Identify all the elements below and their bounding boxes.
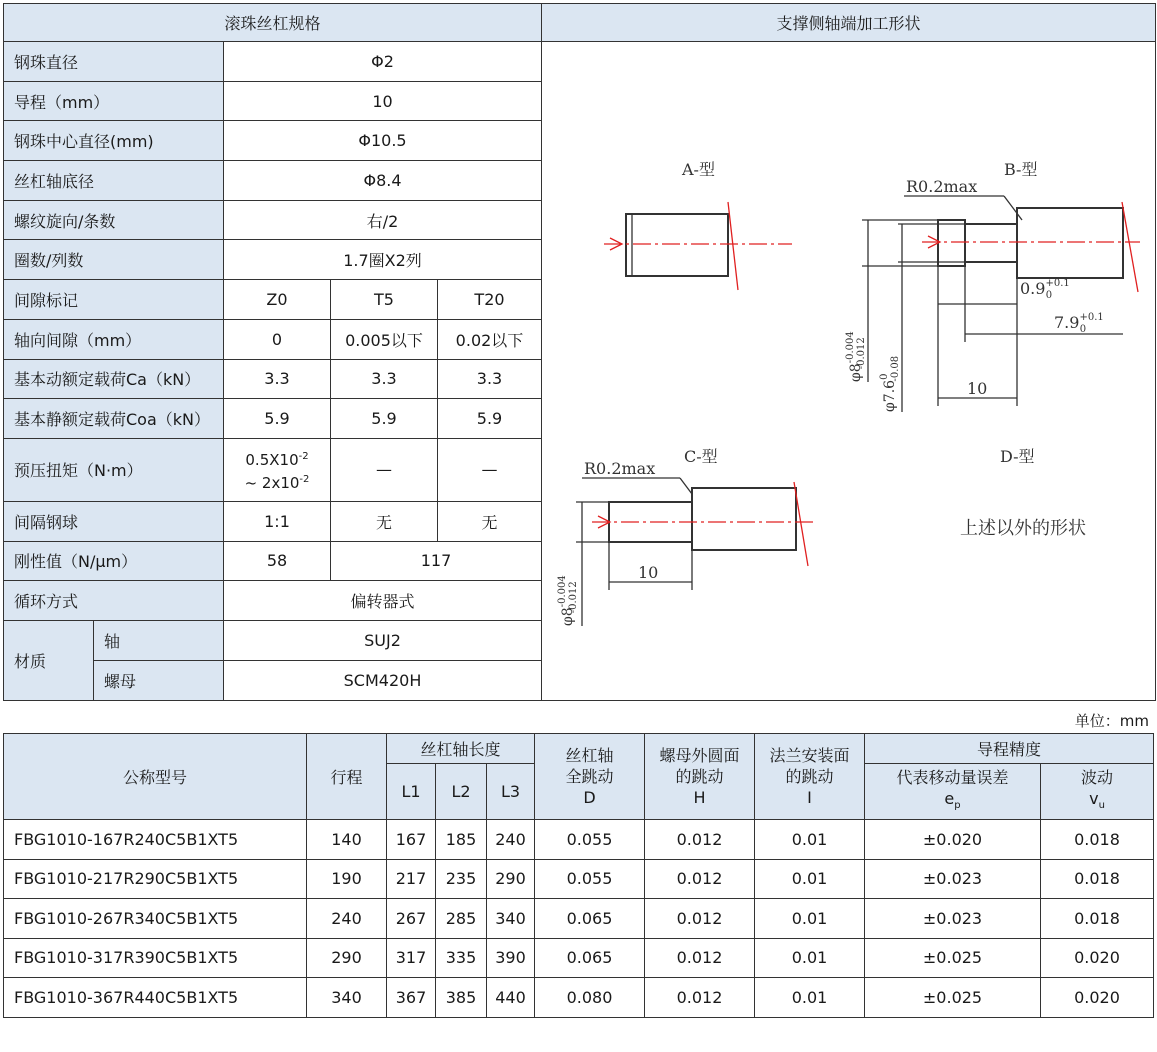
cell-i: 0.01 — [755, 938, 865, 978]
label-material-nut: 螺母 — [94, 661, 224, 701]
cell-d: 0.065 — [535, 899, 645, 939]
value-spacer-ball-z0: 1:1 — [224, 501, 331, 541]
cell-i: 0.01 — [755, 978, 865, 1018]
header-runout-i: 法兰安装面 的跳动 I — [755, 734, 865, 820]
value-static-load-t5: 5.9 — [331, 399, 438, 439]
value-dynamic-load-z0: 3.3 — [224, 359, 331, 399]
value-axial-clearance-z0: 0 — [224, 319, 331, 359]
radius-c-label: R0.2max — [584, 459, 656, 478]
table-row — [4, 899, 1154, 939]
cell-i: 0.01 — [755, 820, 865, 860]
cell-l3: 340 — [487, 899, 535, 939]
label-clearance-mark: 间隙标记 — [4, 280, 224, 320]
value-lead: 10 — [224, 81, 542, 121]
value-clearance-z0: Z0 — [224, 280, 331, 320]
value-ball-center-diameter: Φ10.5 — [224, 121, 542, 161]
cell-vu: 0.020 — [1041, 938, 1154, 978]
value-ball-diameter: Φ2 — [224, 42, 542, 82]
value-spacer-ball-t5: 无 — [331, 501, 438, 541]
cell-l1: 317 — [387, 938, 436, 978]
cell-vu: 0.018 — [1041, 859, 1154, 899]
cell-stroke: 240 — [307, 899, 387, 939]
cell-stroke: 290 — [307, 938, 387, 978]
table-row — [4, 938, 1154, 978]
value-circulation: 偏转器式 — [224, 581, 542, 621]
label-turns-columns: 圈数/列数 — [4, 240, 224, 280]
cell-d: 0.080 — [535, 978, 645, 1018]
value-rigidity-z0: 58 — [224, 541, 331, 581]
value-material-nut: SCM420H — [224, 661, 542, 701]
cell-model: FBG1010-367R440C5B1XT5 — [4, 978, 307, 1018]
table-row — [4, 820, 1154, 860]
header-lead-accuracy: 导程精度 — [865, 734, 1154, 764]
label-preload-torque: 预压扭矩（N·m） — [4, 438, 224, 501]
cell-ep: ±0.025 — [865, 938, 1041, 978]
cell-h: 0.012 — [645, 978, 755, 1018]
cell-stroke: 190 — [307, 859, 387, 899]
cell-l1: 267 — [387, 899, 436, 939]
value-preload-torque-t20: — — [438, 438, 542, 501]
table-row — [4, 978, 1154, 1018]
label-material: 材质 — [4, 620, 94, 700]
value-clearance-t5: T5 — [331, 280, 438, 320]
value-thread-direction: 右/2 — [224, 200, 542, 240]
cell-ep: ±0.023 — [865, 859, 1041, 899]
header-stroke: 行程 — [307, 734, 387, 820]
value-static-load-t20: 5.9 — [438, 399, 542, 439]
cell-h: 0.012 — [645, 820, 755, 860]
header-l1: L1 — [387, 764, 436, 820]
cell-model: FBG1010-167R240C5B1XT5 — [4, 820, 307, 860]
value-static-load-z0: 5.9 — [224, 399, 331, 439]
dim-b-phi8: $\varphi 8^{-0.004}-0.012$ — [845, 331, 867, 382]
type-c-label: C-型 — [684, 447, 718, 466]
unit-label: 单位：mm — [1074, 712, 1149, 730]
spec-table — [3, 3, 1156, 701]
label-root-diameter: 丝杠轴底径 — [4, 161, 224, 201]
type-a-shaft — [604, 202, 792, 290]
header-length: 丝杠轴长度 — [387, 734, 535, 764]
cell-h: 0.012 — [645, 938, 755, 978]
drawing-header: 支撑侧轴端加工形状 — [542, 4, 1156, 42]
value-material-shaft: SUJ2 — [224, 620, 542, 660]
dim-c-10: 10 — [638, 563, 659, 582]
header-ep: 代表移动量误差 $e_p$ — [865, 764, 1041, 820]
value-spacer-ball-t20: 无 — [438, 501, 542, 541]
label-spacer-ball: 间隔钢球 — [4, 501, 224, 541]
row-ball-diameter — [4, 42, 1156, 82]
cell-ep: ±0.020 — [865, 820, 1041, 860]
cell-l3: 290 — [487, 859, 535, 899]
label-lead: 导程（mm） — [4, 81, 224, 121]
radius-b-label: R0.2max — [906, 177, 978, 196]
cell-i: 0.01 — [755, 859, 865, 899]
cell-l2: 285 — [436, 899, 487, 939]
type-b-label: B-型 — [1004, 160, 1038, 179]
value-axial-clearance-t5: 0.005以下 — [331, 319, 438, 359]
cell-l3: 440 — [487, 978, 535, 1018]
cell-l2: 235 — [436, 859, 487, 899]
cell-model: FBG1010-217R290C5B1XT5 — [4, 859, 307, 899]
cell-l2: 185 — [436, 820, 487, 860]
drawing-area — [542, 42, 1156, 701]
type-a-label: A-型 — [682, 160, 715, 179]
type-c-shaft — [576, 478, 814, 626]
value-preload-torque: $0.5X10^{-2}$ ~ $2x10^{-2}$ — [224, 438, 331, 501]
cell-vu: 0.018 — [1041, 820, 1154, 860]
shaft-end-drawing — [542, 42, 1155, 700]
label-axial-clearance: 轴向间隙（mm） — [4, 319, 224, 359]
label-material-shaft: 轴 — [94, 620, 224, 660]
cell-vu: 0.018 — [1041, 899, 1154, 939]
header-vu: 波动 $v_u$ — [1041, 764, 1154, 820]
cell-vu: 0.020 — [1041, 978, 1154, 1018]
label-thread-direction: 螺纹旋向/条数 — [4, 200, 224, 240]
cell-stroke: 140 — [307, 820, 387, 860]
spec-header: 滚珠丝杠规格 — [4, 4, 542, 42]
label-static-load: 基本静额定载荷Coa（kN） — [4, 399, 224, 439]
cell-d: 0.065 — [535, 938, 645, 978]
cell-l3: 240 — [487, 820, 535, 860]
header-runout-d: 丝杠轴 全跳动 D — [535, 734, 645, 820]
type-d-description: 上述以外的形状 — [960, 518, 1086, 539]
header-l2: L2 — [436, 764, 487, 820]
dim-b-79: $7.9^{+0.1}$ 0 — [1054, 312, 1104, 335]
value-root-diameter: Φ8.4 — [224, 161, 542, 201]
cell-l2: 385 — [436, 978, 487, 1018]
cell-l3: 390 — [487, 938, 535, 978]
cell-l1: 217 — [387, 859, 436, 899]
cell-d: 0.055 — [535, 859, 645, 899]
header-model: 公称型号 — [4, 734, 307, 820]
cell-model: FBG1010-317R390C5B1XT5 — [4, 938, 307, 978]
value-rigidity-t: 117 — [331, 541, 542, 581]
cell-h: 0.012 — [645, 859, 755, 899]
cell-d: 0.055 — [535, 820, 645, 860]
value-dynamic-load-t5: 3.3 — [331, 359, 438, 399]
label-circulation: 循环方式 — [4, 581, 224, 621]
value-turns-columns: 1.7圈X2列 — [224, 240, 542, 280]
label-dynamic-load: 基本动额定载荷Ca（kN） — [4, 359, 224, 399]
cell-ep: ±0.023 — [865, 899, 1041, 939]
dim-c-phi8: $\varphi 8^{-0.004}-0.012$ — [557, 575, 579, 626]
value-dynamic-load-t20: 3.3 — [438, 359, 542, 399]
cell-l1: 367 — [387, 978, 436, 1018]
cell-model: FBG1010-267R340C5B1XT5 — [4, 899, 307, 939]
header-runout-h: 螺母外圆面 的跳动 H — [645, 734, 755, 820]
dim-b-10: 10 — [967, 379, 988, 398]
dim-b-09: $0.9^{+0.1}$ 0 — [1020, 278, 1070, 301]
table-row — [4, 859, 1154, 899]
dim-b-phi76: $\varphi 7.6^0-0.08$ — [879, 355, 901, 412]
cell-l1: 167 — [387, 820, 436, 860]
cell-i: 0.01 — [755, 899, 865, 939]
cell-h: 0.012 — [645, 899, 755, 939]
cell-l2: 335 — [436, 938, 487, 978]
label-rigidity: 刚性值（N/μm） — [4, 541, 224, 581]
type-b-shaft — [862, 196, 1140, 412]
value-clearance-t20: T20 — [438, 280, 542, 320]
header-l3: L3 — [487, 764, 535, 820]
product-table — [3, 733, 1154, 1018]
cell-ep: ±0.025 — [865, 978, 1041, 1018]
cell-stroke: 340 — [307, 978, 387, 1018]
label-ball-diameter: 钢珠直径 — [4, 42, 224, 82]
label-ball-center-diameter: 钢珠中心直径(mm) — [4, 121, 224, 161]
value-preload-torque-t5: — — [331, 438, 438, 501]
value-axial-clearance-t20: 0.02以下 — [438, 319, 542, 359]
type-d-label: D-型 — [1000, 447, 1035, 466]
